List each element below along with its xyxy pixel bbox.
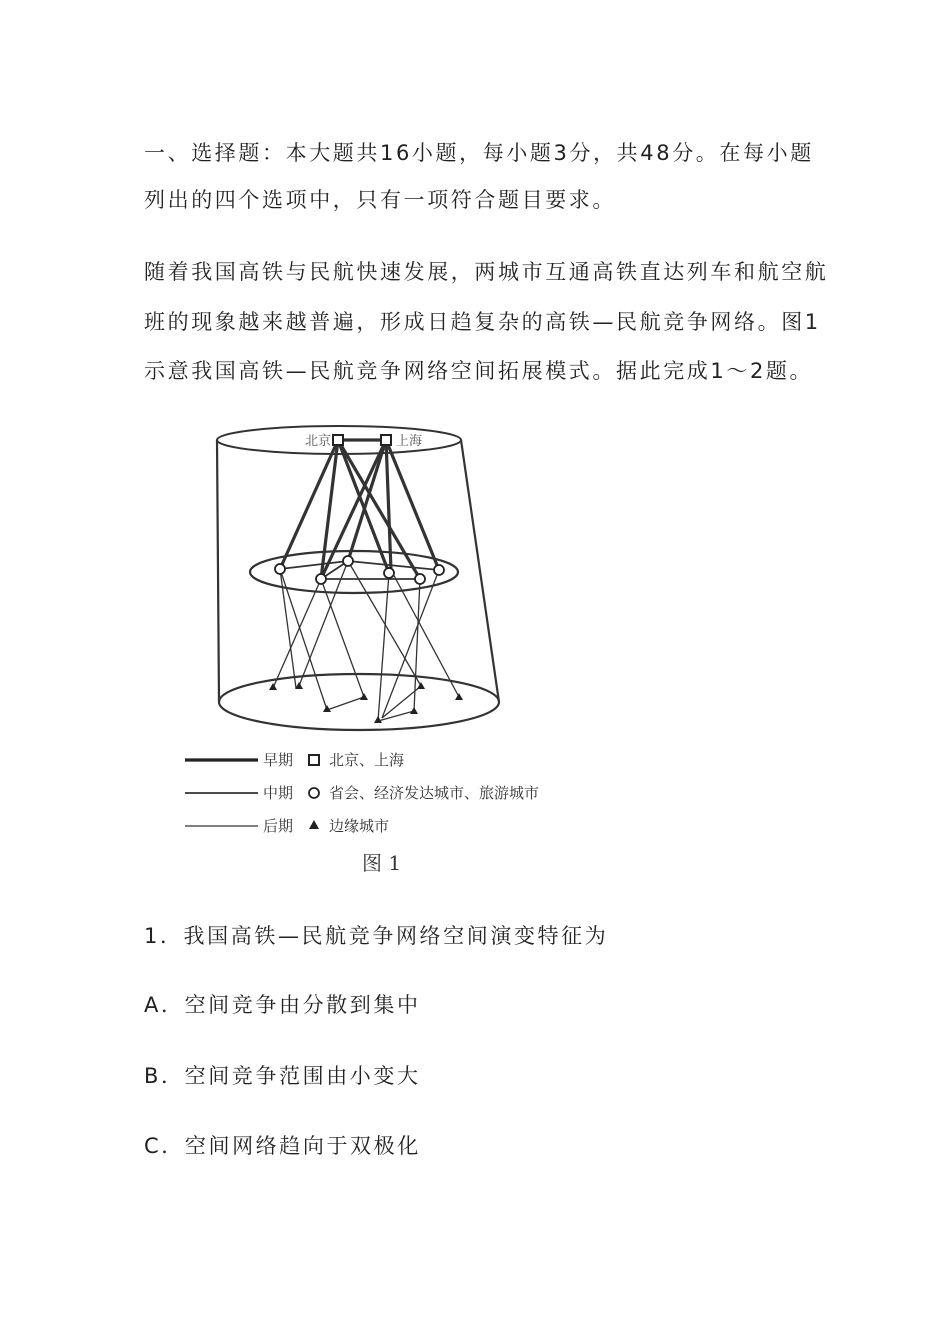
legend-triangle-icon [309,820,319,829]
option-b: B．空间竞争范围由小变大 [144,1064,421,1088]
city-circle-icon [384,568,394,578]
legend-early-label: 早期 [263,751,294,769]
legend-circle-icon [309,788,319,798]
legend-circle-label: 省会、经济发达城市、旅游城市 [329,784,540,802]
passage-line-2: 班的现象越来越普遍，形成日趋复杂的高铁—民航竞争网络。图1 [144,310,821,334]
section-heading-line-1: 一、选择题：本大题共16小题，每小题3分，共48分。在每小题 [144,141,814,165]
legend-square-icon [309,755,319,765]
cone-right-side [461,440,499,702]
shanghai-label: 上海 [396,434,423,449]
early-links [280,440,439,579]
city-circle-icon [434,565,444,575]
city-circle-icon [343,556,353,566]
city-circle-icon [275,564,285,574]
edge-city-triangle-icon [417,682,425,689]
passage-line-1: 随着我国高铁与民航快速发展，两城市互通高铁直达列车和航空航 [144,260,829,284]
edge-city-triangle-icon [455,693,463,700]
city-circle-icon [316,574,326,584]
legend-middle-label: 中期 [263,784,294,802]
option-a: A．空间竞争由分散到集中 [144,993,421,1017]
legend-late-label: 后期 [263,817,294,835]
edge-city-triangle-icon [269,683,277,690]
edge-city-triangle-icon [374,716,382,723]
figure-caption: 图 1 [362,851,402,875]
passage-line-3: 示意我国高铁—民航竞争网络空间拓展模式。据此完成1～2题。 [144,359,814,383]
network-diagram [175,418,595,878]
edge-city-triangle-icon [410,707,418,714]
beijing-node-icon [333,435,343,445]
legend [185,751,539,835]
legend-square-label: 北京、上海 [329,751,405,769]
legend-triangle-label: 边缘城市 [329,817,390,835]
question-stem: 1．我国高铁—民航竞争网络空间演变特征为 [144,924,609,948]
cone-left-side [217,440,219,702]
section-heading-line-2: 列出的四个选项中，只有一项符合题目要求。 [144,188,616,212]
beijing-label: 北京 [305,434,332,449]
city-circle-icon [415,574,425,584]
option-c: C．空间网络趋向于双极化 [144,1134,421,1158]
edge-city-triangle-icon [360,693,368,700]
shanghai-node-icon [381,435,391,445]
